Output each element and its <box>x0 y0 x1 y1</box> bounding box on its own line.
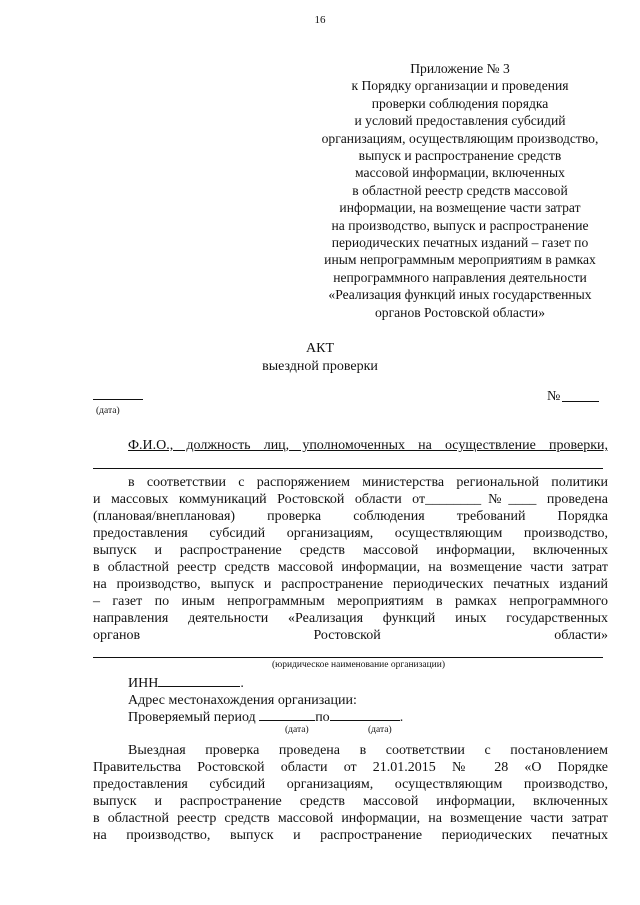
para2-line: в областной реестр средств массовой информации, на возмещение части затрат <box>93 811 608 826</box>
act-title: АКТ <box>306 341 334 356</box>
para1-line: в областной реестр средств массовой информации, на возмещение части затрат <box>93 560 608 575</box>
appendix-line: выпуск и распространение средств <box>358 148 562 164</box>
page-number: 16 <box>314 14 326 26</box>
inn-row: ИНН . <box>128 676 244 691</box>
para1-line: и массовых коммуникаций Ростовской области от________№____ проведена <box>93 492 608 507</box>
inn-blank <box>158 675 240 687</box>
appendix-line: в областной реестр средств массовой <box>352 182 568 198</box>
para1-line: предоставления субсидий организациям, осуществляющим производство, <box>93 526 608 541</box>
period-date-label-2: (дата) <box>368 725 392 735</box>
act-number-blank <box>562 401 599 402</box>
officials-blank-line <box>93 468 603 469</box>
appendix-line: информации, на возмещение части затрат <box>339 200 581 216</box>
appendix-line: иным непрограммным мероприятиям в рамках <box>324 252 596 268</box>
para1-line: органов Ростовской области» <box>93 628 608 643</box>
para1-line: выпуск и распространение средств массовой информации, включенных <box>93 543 608 558</box>
appendix-line: организациям, осуществляющим производство, <box>321 130 599 146</box>
officials-line: Ф.И.О., должность лиц, уполномоченных на осуществление проверки, <box>128 438 608 453</box>
period-label: Проверяемый период <box>128 710 256 725</box>
appendix-line: проверки соблюдения порядка <box>371 95 549 111</box>
appendix-line: к Порядку организации и проведения <box>351 78 569 94</box>
para2-line: выпуск и распространение средств массовой информации, включенных <box>93 794 608 809</box>
inn-label: ИНН <box>128 676 159 691</box>
period-row: Проверяемый период по . <box>128 710 404 725</box>
act-number-sign: № <box>547 389 561 404</box>
appendix-header <box>300 60 620 321</box>
para2-line: Правительства Ростовской области от 21.01.2015 № 28 «О Порядке <box>93 760 608 775</box>
act-subtitle: выездной проверки <box>262 359 378 374</box>
act-heading <box>0 340 640 376</box>
period-to-blank <box>330 709 400 721</box>
para1-line: на производство, выпуск и распространение периодических печатных изданий <box>93 577 608 592</box>
para2-line: Выездная проверка проведена в соответствии с постановлением <box>128 743 608 758</box>
date-label: (дата) <box>96 406 120 416</box>
appendix-line: Приложение № 3 <box>410 61 510 76</box>
org-name-label: (юридическое наименование организации) <box>272 660 445 670</box>
para1-line: (плановая/внеплановая) проверка соблюдения требований Порядка <box>93 509 608 524</box>
period-date-label-1: (дата) <box>285 725 309 735</box>
appendix-line: непрограммного направления деятельности <box>333 269 587 285</box>
appendix-line: «Реализация функций иных государственных <box>328 287 592 303</box>
para1-line: в соответствии с распоряжением министерства региональной политики <box>128 475 608 490</box>
period-from-blank <box>259 709 315 721</box>
org-name-blank-line <box>93 657 603 658</box>
para1-line: направления деятельности «Реализация функций иных государственных <box>93 611 608 626</box>
address-label: Адрес местонахождения организации: <box>128 693 357 708</box>
para1-line: – газет по иным непрограммным мероприятиям в рамках непрограммного <box>93 594 608 609</box>
appendix-line: на производство, выпуск и распространение <box>331 217 589 233</box>
appendix-line: и условий предоставления субсидий <box>354 113 566 129</box>
appendix-line: органов Ростовской области» <box>374 304 546 320</box>
appendix-line: периодических печатных изданий – газет по <box>331 235 589 251</box>
para2-line: на производство, выпуск и распространение периодических печатных <box>93 828 608 843</box>
period-to-label: по <box>315 710 330 725</box>
date-blank-line <box>93 397 143 400</box>
appendix-line: массовой информации, включенных <box>355 165 565 181</box>
para2-line: предоставления субсидий организациям, осуществляющим производство, <box>93 777 608 792</box>
